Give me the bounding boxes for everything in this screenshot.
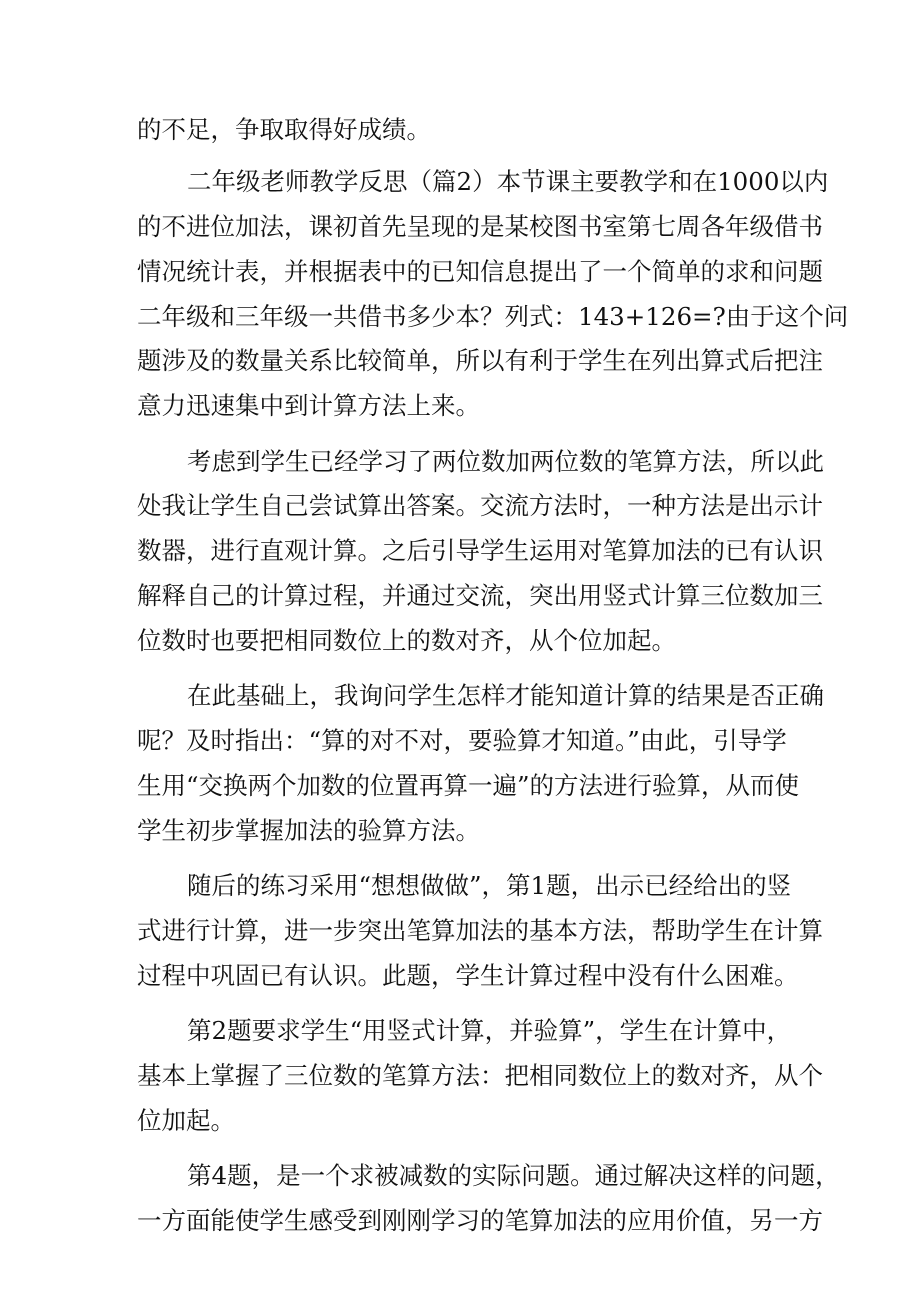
text-line: 的不足，争取取得好成绩。 (137, 115, 431, 144)
text-line: 第4题，是一个求被减数的实际问题。通过解决这样的问题， (187, 1161, 840, 1190)
text-line: 位加起。 (137, 1106, 235, 1135)
text-line: 式进行计算，进一步突出笔算加法的基本方法，帮助学生在计算 (137, 916, 823, 945)
text-line: 二年级老师教学反思（篇2）本节课主要教学和在1000以内 (187, 167, 829, 196)
text-line: 第2题要求学生“用竖式计算，并验算”，学生在计算中， (187, 1016, 792, 1045)
text-line: 学生初步掌握加法的验算方法。 (137, 816, 480, 845)
text-line: 基本上掌握了三位数的笔算方法：把相同数位上的数对齐，从个 (137, 1061, 823, 1090)
text-line: 考虑到学生已经学习了两位数加两位数的笔算方法，所以此 (187, 447, 824, 476)
text-line: 生用“交换两个加数的位置再算一遍”的方法进行验算，从而使 (137, 771, 800, 800)
text-line: 位数时也要把相同数位上的数对齐，从个位加起。 (137, 626, 676, 655)
text-line: 的不进位加法，课初首先呈现的是某校图书室第七周各年级借书 (137, 212, 823, 241)
text-line: 情况统计表，并根据表中的已知信息提出了一个简单的求和问题 (137, 257, 823, 286)
text-line: 二年级和三年级一共借书多少本？列式：143+126=?由于这个问 (137, 302, 849, 331)
text-line: 呢？及时指出：“算的对不对，要验算才知道。”由此，引导学 (137, 726, 787, 755)
text-line: 处我让学生自己尝试算出答案。交流方法时，一种方法是出示计 (137, 491, 823, 520)
text-line: 一方面能使学生感受到刚刚学习的笔算加法的应用价值，另一方 (137, 1206, 823, 1235)
text-line: 在此基础上，我询问学生怎样才能知道计算的结果是否正确 (187, 681, 824, 710)
text-line: 解释自己的计算过程，并通过交流，突出用竖式计算三位数加三 (137, 581, 823, 610)
text-line: 随后的练习采用“想想做做”，第1题，出示已经给出的竖 (187, 871, 792, 900)
text-line: 过程中巩固已有认识。此题，学生计算过程中没有什么困难。 (137, 961, 799, 990)
text-line: 数器，进行直观计算。之后引导学生运用对笔算加法的已有认识 (137, 536, 823, 565)
text-line: 题涉及的数量关系比较简单，所以有利于学生在列出算式后把注 (137, 346, 823, 375)
text-line: 意力迅速集中到计算方法上来。 (137, 391, 480, 420)
